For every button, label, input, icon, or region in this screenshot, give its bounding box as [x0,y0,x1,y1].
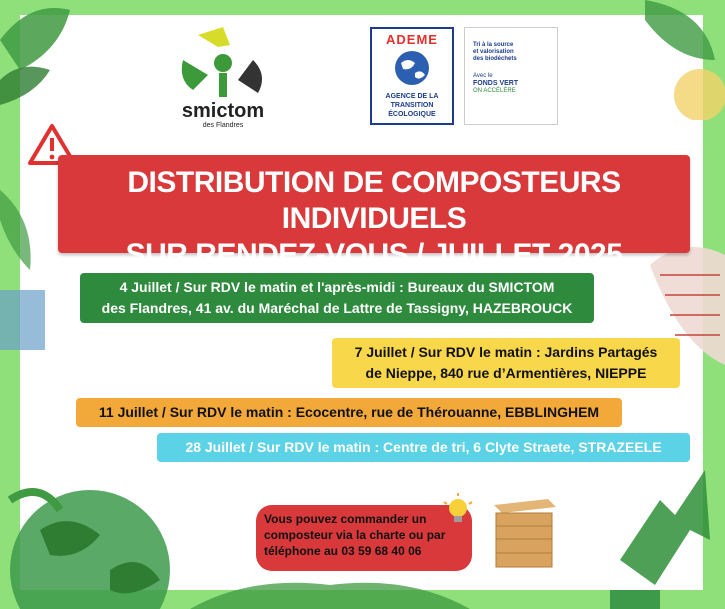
title-banner [58,155,690,271]
fonds-line3: des biodéchets [473,56,517,62]
event-line: 4 Juillet / Sur RDV le matin et l'après-midi : Bureaux du SMICTOM [119,279,555,295]
title-line2: SUR RENDEZ-VOUS / JUILLET 2025 [125,238,623,271]
event-line: de Nieppe, 840 rue d’Armentières, NIEPPE [365,365,647,381]
event-line: 11 Juillet / Sur RDV le matin : Ecocentre, rue de Thérouanne, EBBLINGHEM [98,404,600,420]
event-ebblinghem [76,398,622,427]
fonds-line2: et valorisation [473,49,514,55]
event-hazebrouck [80,273,594,323]
event-nieppe [332,338,680,388]
smictom-subtitle: des Flandres [202,122,244,129]
recycle-arrow-icon [600,460,725,609]
event-line: 28 Juillet / Sur RDV le matin : Centre de tri, 6 Clyte Straete, STRAZEELE [185,439,662,455]
earth-icon [0,440,190,609]
recycle-logo-icon [168,25,278,105]
event-strazeele [157,433,690,462]
leaf-icon [190,575,470,609]
leaf-icon [0,180,50,350]
ademe-line2: TRANSITION [390,102,434,109]
title-line1: DISTRIBUTION DE COMPOSTEURS INDIVIDUELS [127,166,621,235]
ademe-line3: ÉCOLOGIQUE [388,111,436,118]
order-text: Vous pouvez commander un composteur via la charte ou par téléphone au 03 59 68 40 06 [264,512,446,558]
fonds-line6: ON ACCÉLÈRE [473,88,516,94]
fonds-line4: Avec le [473,73,493,79]
ademe-title: ADEME [386,32,438,47]
ademe-line1: AGENCE DE LA [385,93,439,100]
smictom-name: smictom [181,100,265,122]
fonds-line1: Tri à la source [473,42,514,48]
leaf-icon [0,0,90,120]
leaf-icon [615,0,725,120]
event-line: 7 Juillet / Sur RDV le matin : Jardins Partagés [354,344,658,360]
smictom-logo [168,25,278,129]
event-line: des Flandres, 41 av. du Maréchal de Lattre de Tassigny, HAZEBROUCK [101,300,573,316]
globe-icon [393,49,431,87]
fonds-line5: FONDS VERT [473,80,519,87]
lightbulb-icon [440,492,476,528]
fonds-vert-logo [464,27,558,125]
compost-bin-icon [488,497,558,572]
ademe-logo [370,27,454,125]
